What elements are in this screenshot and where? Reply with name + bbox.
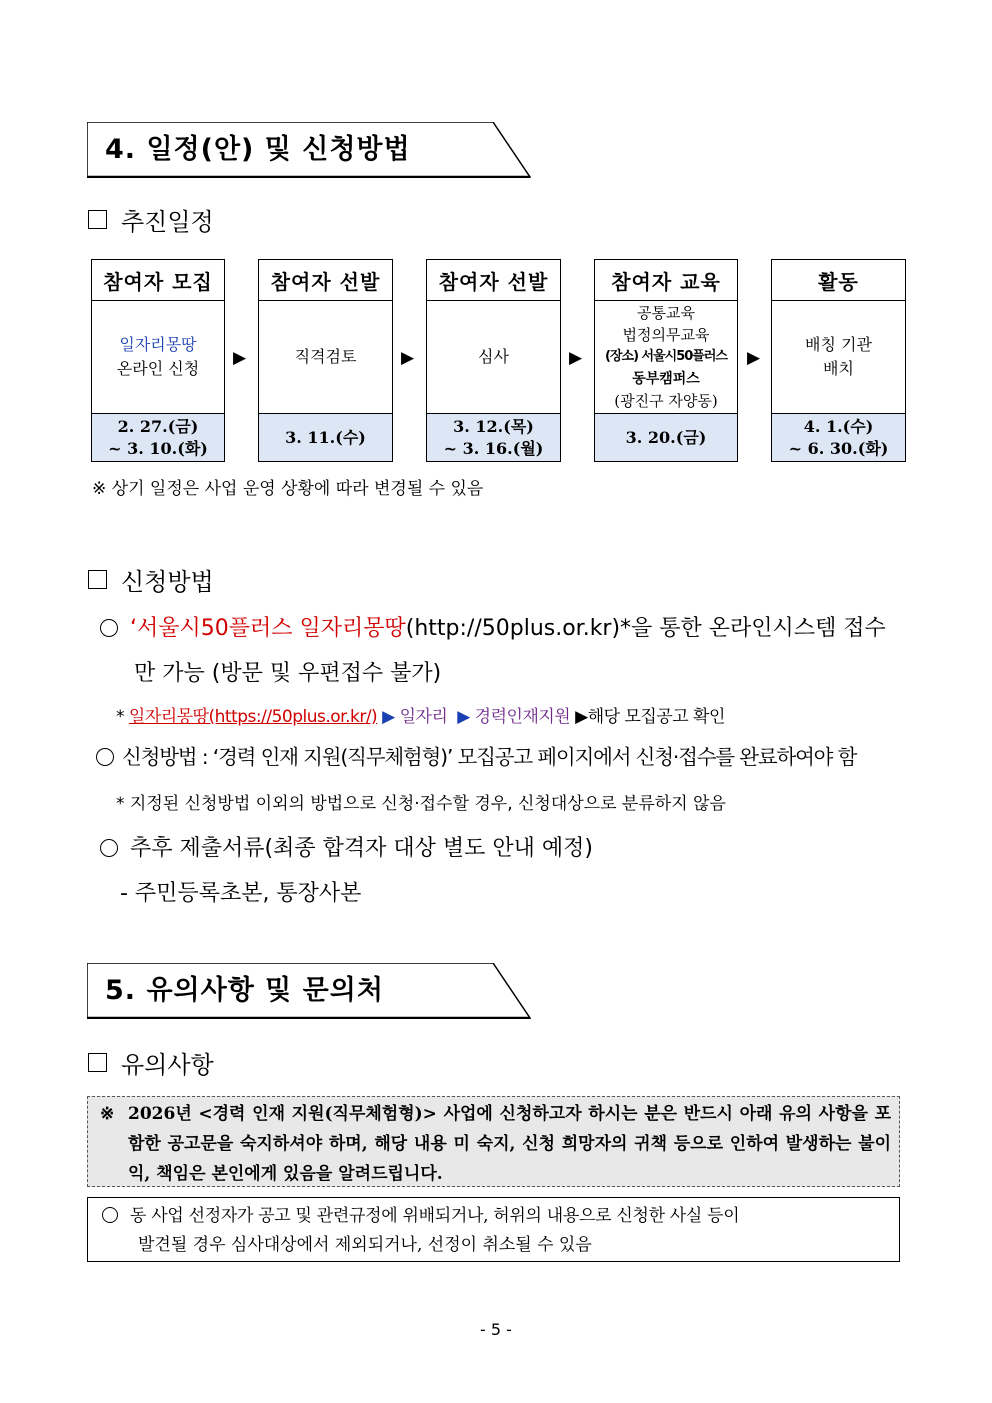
apply-item-3-text: 추후 제출서류(최종 합격자 대상 별도 안내 예정) [130,836,593,861]
footnote-star: * [116,707,129,727]
apply-item-1-line2: 만 가능 (방문 및 우편접수 불가) [134,661,442,686]
checkbox-square-icon [88,570,107,589]
step-body [427,301,560,414]
step-body [595,301,737,414]
flow-arrow-icon: ▶ [747,348,761,368]
section-4-title-box [87,122,531,178]
flow-arrow-icon: ▶ [233,348,247,368]
flow-arrow-icon: ▶ [401,348,415,368]
step-header: 활동 [772,260,905,301]
reference-mark-icon: ※ [100,1104,115,1124]
cautions-heading-text: 유의사항 [121,1051,214,1079]
step-header: 참여자 교육 [595,260,737,301]
apply-item-2-note: * 지정된 신청방법 이외의 방법으로 신청·접수할 경우, 신청대상으로 분류하지 않음 [116,794,726,814]
apply-path [116,702,725,727]
schedule-heading [88,202,214,237]
step-date-line: 4. 1.(수) [803,416,874,436]
path-step-jobs: 일자리 [399,707,448,727]
step-body-line: 배칭 기관 [805,335,872,354]
step-date-line: 3. 20.(금) [625,427,707,447]
caution-item-line [102,1202,891,1231]
caution-item-box [87,1197,900,1262]
step-body-line: 일자리몽땅 [119,335,197,354]
site-name: ‘서울시50플러스 일자리몽땅 [130,616,406,641]
step-body [772,301,905,414]
step-header: 참여자 선발 [259,260,392,301]
step-body-line: 법정의무교육 [622,326,710,344]
step-date-line: 3. 11.(수) [285,427,366,447]
apply-item-1 [100,611,886,642]
step-body-line: 온라인 신청 [116,359,200,378]
circle-bullet-icon [96,748,114,766]
path-arrow-icon: ▶ [457,707,470,727]
step-date-line: 2. 27.(금) [117,416,199,436]
path-step-notice: 해당 모집공고 확인 [587,707,725,727]
step-recruit [91,259,225,462]
step-body-line: (광진구 자양동) [614,392,718,410]
apply-heading-text: 신청방법 [121,568,214,596]
step-body-line: 배치 [823,359,854,378]
schedule-heading-text: 추진일정 [121,208,214,236]
path-arrow-icon: ▶ [575,707,588,727]
step-date-line: 3. 12.(목) [453,416,534,436]
flow-arrow-icon: ▶ [569,348,583,368]
step-body-line: 동부캠퍼스 [632,371,700,387]
checkbox-square-icon [88,1053,107,1072]
step-body-line: 심사 [478,347,509,366]
step-body-line: 공통교육 [637,304,695,322]
step-review [426,259,561,462]
caution-item-text: 동 사업 선정자가 공고 및 관련규정에 위배되거나, 허위의 내용으로 신청한 사실 등이 [130,1206,740,1226]
apply-item-1-text: (http://50plus.or.kr)*을 통한 온라인시스템 접수 [405,616,886,641]
step-body-line: (장소) 서울시50플러스 [605,349,727,364]
apply-item-3-sub: - 주민등록초본, 통장사본 [120,881,362,906]
caution-item-line2: 발견될 경우 심사대상에서 제외되거나, 선정이 취소될 수 있음 [138,1235,592,1255]
section-4-title: 4. 일정(안) 및 신청방법 [105,134,411,165]
step-education [594,259,738,462]
step-date [772,414,905,461]
step-date-line: ~ 3. 16.(월) [443,438,544,458]
step-body [259,301,392,414]
circle-bullet-icon [100,619,118,637]
section-5-title: 5. 유의사항 및 문의처 [105,975,384,1006]
warning-box [87,1096,900,1187]
site-link[interactable]: 일자리몽땅(https://50plus.or.kr/) [128,707,378,727]
section-5-title-box [87,963,531,1019]
step-screening [258,259,393,462]
cautions-heading [88,1045,214,1080]
path-step-career: 경력인재지원 [474,707,571,727]
step-date-line: ~ 3. 10.(화) [108,438,208,458]
warning-text: 2026년 <경력 인재 지원(직무체험형)> 사업에 신청하고자 하시는 분은 반드시 아래 유의 사항을 포함한 공고문을 숙지하셔야 하며, 해당 내용 미 숙지, 신청 희망자의 귀책 등으로 인하여 발생하는 불이익, 책임은 본인에게 있음을 알려드립니다. [128,1104,891,1184]
step-body [92,301,224,414]
circle-bullet-icon [102,1207,118,1223]
page-number: - 5 - [480,1320,512,1339]
schedule-note: ※ 상기 일정은 사업 운영 상황에 따라 변경될 수 있음 [92,479,484,499]
step-date [259,414,392,461]
step-date-line: ~ 6. 30.(화) [788,438,889,458]
step-header: 참여자 선발 [427,260,560,301]
apply-item-2-text: 신청방법 : ‘경력 인재 지원(직무체험형)’ 모집공고 페이지에서 신청·접수를 완료하여야 함 [122,745,857,769]
step-header: 참여자 모집 [92,260,224,301]
checkbox-square-icon [88,210,107,229]
path-arrow-icon: ▶ [382,707,395,727]
step-activity [771,259,906,462]
apply-item-2 [96,740,856,770]
step-body-line: 직격검토 [294,347,357,366]
step-date [595,414,737,461]
step-date [92,414,224,461]
apply-heading [88,562,214,597]
step-date [427,414,560,461]
circle-bullet-icon [100,839,118,857]
apply-item-3 [100,831,593,862]
